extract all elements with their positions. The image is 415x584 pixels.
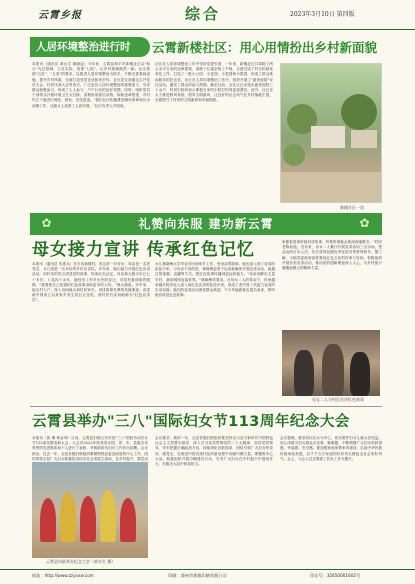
article2-col1: 本报讯（通讯员 朱惠兵）在半田新楼村，有这样一对母女，母亲是一名老党员，女儿则是一名年轻的乡村宣讲员。多年来，她们接力开展红色宣讲活动，用朴实的语言讲述党的故事，传承红色记忆。母亲黄大娘今年已七十多岁，入党四十余年，她经历了许多历史的变迁，对党有着深厚的感情。"我要把自己知道的红色故事讲给更多的人听。"黄大娘说。多年来，她走村入户，深入田间地头和村民家中，讲述革命先辈的英雄事迹，讲述新中国成立以来家乡发生的巨大变化，被村民们亲切地称为"红色宣讲员"。 [32, 262, 150, 303]
issue-date: 2023年3月10日 第四版 [290, 11, 355, 18]
article2-col2: 女儿林晓梅大学毕业后回到家乡工作，受母亲的影响，她也加入到了宣讲的队伍中来。与母亲不同的是，林晓梅更善于运用新媒体开展宣讲活动，她通过短视频、直播等方式，把红色故事传播到更远的地方。"母亲用脚步丈量乡村，我用网络连接世界。"林晓梅笑着说。在母女二人的带动下，村里越来越多的年轻人加入到红色宣讲的队伍中来，形成了老中青三代接力宣讲的生动局面。她们的宣讲活动深受群众欢迎，不少外地游客也慕名而来，聆听她们讲述红色故事。 [155, 262, 275, 298]
article3-col1: 本报讯（张 琳 林金坤）日前，云霄县妇联召开庆祝"三八"国际劳动妇女节113周年暨表彰大会，大会对2022年度获得全国、省、市、县级各类荣誉的先进集体和个人进行了表彰，并就新时代妇女工作作出部署。会议指出，过去一年，全县各级妇联组织紧紧围绕县委县政府的中心工作，团结带领全县广大妇女积极投身经济社会发展主战场，在乡村振兴、基层治 [32, 436, 148, 461]
flower-icon: ✿ [359, 216, 371, 230]
article2-title: 母女接力宣讲 传承红色记忆 [32, 240, 255, 260]
article3-photo [32, 462, 148, 558]
section-title: 综合 [185, 5, 222, 23]
article3-title: 云霄县举办"三八"国际妇女节113周年纪念大会 [32, 414, 350, 430]
footer-website: 网址：http://www.zzyxxw.com [32, 573, 94, 578]
article1-col2: 社区在人居环境整治工作中坚持党建引领，一年来，新楼社区共拆除了两万余平方米的违章建筑，清理了垃圾杂物上千吨，全面完成了村庄的绿化美化工作，打造了一批小公园、小花园、小菜园和小果园，形成了群众休闲娱乐的好去处。社区在人居环境整治工作中，组织开展了"最美庭院"评比活动，激发了群众的参与热情。截至目前，全社区已评选出最美庭院三十余户，村民们纷纷表示要把自家的小院打扮得更加漂亮。此外，社区还大力推进移风易俗，倡导文明新风，让良好的社会风气在乡村落地生根，全面提升了村民的文明素养和幸福指数。 [155, 62, 273, 103]
article2-col3: 家都很喜欢听她们讲故事，听着听着就会被深深地吸引。"村民老陈说道。近年来，母女二人累计开展宣讲活动三百余场，受众达两万余人次，先后获得县级优秀宣讲员等荣誉称号。据了解，当地党委政府高度重视红色文化的传承与发扬，积极组织开展各类宣讲活动，推动党的创新理论深入人心，为乡村振兴凝聚起强大的精神力量。 [282, 240, 382, 271]
article1-title-right: 云霄新楼社区：用心用情扮出乡村新面貌 [152, 40, 378, 55]
paper-name: 云霄乡报 [38, 10, 82, 21]
divider [30, 406, 382, 407]
footer-phone: 印证号：35650001602号 [310, 573, 361, 578]
article1-photo [280, 63, 382, 203]
flower-icon: ✿ [41, 216, 53, 230]
article1-photo-caption: 新楼社区一角 [340, 205, 364, 210]
banner-text: 礼赞向东服 建功新云霄 [138, 217, 274, 231]
footer-printer: 印刷：漳州市粤雅印刷有限公司 [168, 573, 227, 578]
article1-col1: 本报讯（通讯员 黄水生 黄晓孟）今年来，云霄县和平乡新楼社区以"和合"为总基调，立足实际、找准"七抓"，让乡村面貌焕然一新。社区按照"五好"、"五美"的要求，以推进人居环境整治为抓手，不断完善基础设施，提升乡村风貌，全面打造宜居宜业和美乡村。社区党支部通过召开党员大会、村民代表大会等形式，广泛宣传人居环境整治的重要意义，引导群众积极参与，形成了人人参与、户户行动的良好氛围。同时，组织党员干部带头开展环境卫生大扫除，清理房前屋后杂物，拆除违章搭建，对村内主干道进行硬化、绿化、亮化改造。"我们社区积极推进厕所革命和污水治理工作，从源头上改善了人居环境。"社区负责人介绍说。 [32, 62, 150, 108]
article1-title-left: 人居环境整治进行时 [30, 37, 150, 57]
article3-col3: 会议强调，要坚持以妇女为中心，切实维护妇女儿童合法权益，用心用情为妇女群众办实事、解难题，不断增强广大妇女的获得感、幸福感、安全感。要加强家庭家教家风建设，弘扬中华民族传统家庭美德，以千千万万家庭的好家风支撑起全社会的好风气。会上，与会人员还观看了妇女工作专题片。 [280, 436, 382, 461]
article3-col2: 会议要求，新的一年，全县各级妇联组织要坚持以习近平新时代中国特色社会主义思想为指导，深入学习宣传贯彻党的二十大精神，坚持党的领导，牢牢把握正确政治方向，持续深化妇联改革，团结引领广大妇女听党话、跟党走，在推进中国式现代化的新征程中贡献巾帼力量。要聚焦中心大局，积极组织开展巾帼建功行动，引导广大妇女在乡村振兴中展现作为，在服务大局中彰显担当。 [155, 436, 273, 467]
footer [0, 569, 415, 584]
article2-photo-caption: 母女二人为村民宣讲红色故事 [312, 397, 364, 402]
section-banner [30, 213, 382, 235]
article2-photo [282, 330, 380, 396]
article3-photo-caption: 云霄县妇联举办纪念大会（黄水生 摄） [46, 559, 116, 564]
